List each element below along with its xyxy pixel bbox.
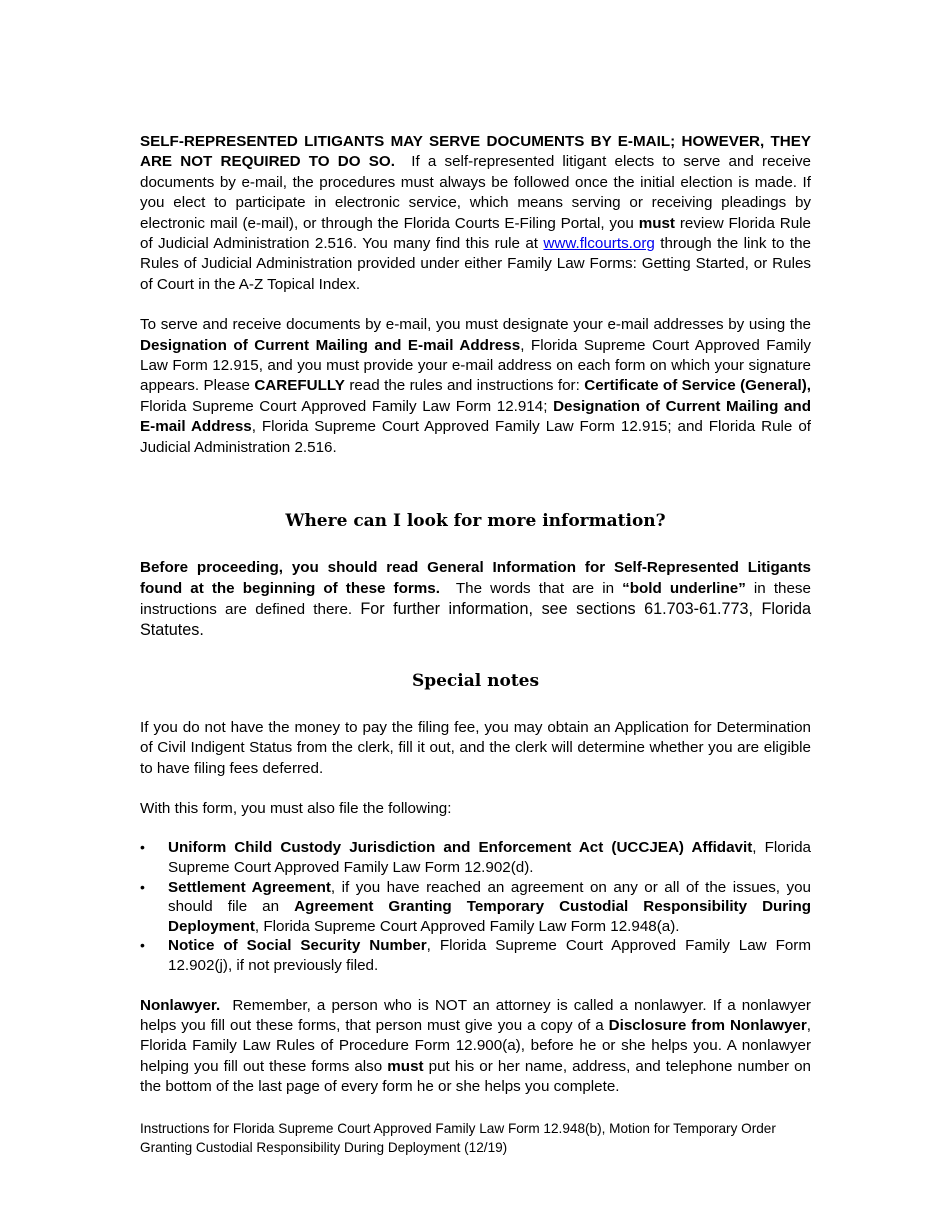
- email-service-heading: SELF-REPRESENTED LITIGANTS MAY SERVE DOCUMENTS BY E-MAIL; HOWEVER, THEY ARE NOT REQUIRED TO DO SO.: [140, 133, 811, 171]
- filing-fee-paragraph: If you do not have the money to pay the filing fee, you may obtain an Application for Determination of Civil Indigent Status from the clerk, fill it out, and the clerk will determine whether you are eligible to have filing fees deferred.: [140, 718, 811, 777]
- designation-paragraph: To serve and receive documents by e-mail, you must designate your e-mail addresses by using the Designation of Current Mailing and E-mail Address, Florida Supreme Court Approved Family Law Form 12.915, and you must provide your e-mail address on each form on which your signature appears. Please CAREFULLY read the rules and instructions for: Certificate of Service (General), Florida Supreme Court Approved Family Law Form 12.914; Designation of Current Mailing and E-mail Address, Florida Supreme Court Approved Family Law Form 12.915; and Florida Rule of Judicial Administration 2.516.: [140, 316, 811, 456]
- flcourts-link[interactable]: www.flcourts.org: [543, 235, 655, 253]
- special-notes-heading: Special notes: [411, 670, 540, 691]
- file-following-paragraph: With this form, you must also file the following:: [140, 799, 452, 817]
- bullet-icon: •: [140, 878, 145, 895]
- list-item: • Uniform Child Custody Jurisdiction and Enforcement Act (UCCJEA) Affidavit, Florida Supreme Court Approved Family Law Form 12.902(d).: [140, 839, 811, 876]
- list-item: • Settlement Agreement, if you have reached an agreement on any or all of the issues, you should file an Agreement Granting Temporary Custodial Responsibility During Deployment, Florida Supreme Court Approved Family Law Form 12.948(a).: [140, 878, 811, 935]
- bullet-icon: •: [140, 839, 145, 856]
- more-info-paragraph: Before proceeding, you should read General Information for Self-Represented Litigants found at the beginning of these forms. The words that are in “bold underline” in these instructions are defined there. For further information, see sections 61.703-61.773, Florida Statutes.: [140, 559, 811, 640]
- more-info-heading: Where can I look for more information?: [285, 511, 666, 532]
- list-item: • Notice of Social Security Number, Florida Supreme Court Approved Family Law Form 12.902(j), if not previously filed.: [140, 937, 812, 974]
- nonlawyer-paragraph: Nonlawyer. Remember, a person who is NOT an attorney is called a nonlawyer. If a nonlawyer helps you fill out these forms, that person must give you a copy of a Disclosure from Nonlawyer, Florida Family Law Rules of Procedure Form 12.900(a), before he or she helps you. A nonlawyer helping you fill out these forms also must put his or her name, address, and telephone number on the bottom of the last page of every form he or she helps you complete.: [140, 996, 811, 1096]
- bullet-icon: •: [140, 937, 145, 954]
- required-forms-list: [140, 838, 811, 975]
- email-service-paragraph: SELF-REPRESENTED LITIGANTS MAY SERVE DOCUMENTS BY E-MAIL; HOWEVER, THEY ARE NOT REQUIRED TO DO SO. If a self-represented litigant elects to serve and receive documents by e-mail, the procedures must always be followed once the initial election is made. If you elect to participate in electronic service, which means serving or receiving pleadings by electronic mail (e-mail), or through the Florida Courts E-Filing Portal, you must review Florida Rule of Judicial Administration 2.516. You many find this rule at www.flcourts.org through the link to the Rules of Judicial Administration provided under either Family Law Forms: Getting Started, or Rules of Court in the A-Z Topical Index.: [140, 133, 811, 293]
- document-page: [140, 132, 811, 1158]
- page-footer: Instructions for Florida Supreme Court Approved Family Law Form 12.948(b), Motion for Temporary Order Granting Custodial Responsibility During Deployment (12/19): [140, 1120, 776, 1156]
